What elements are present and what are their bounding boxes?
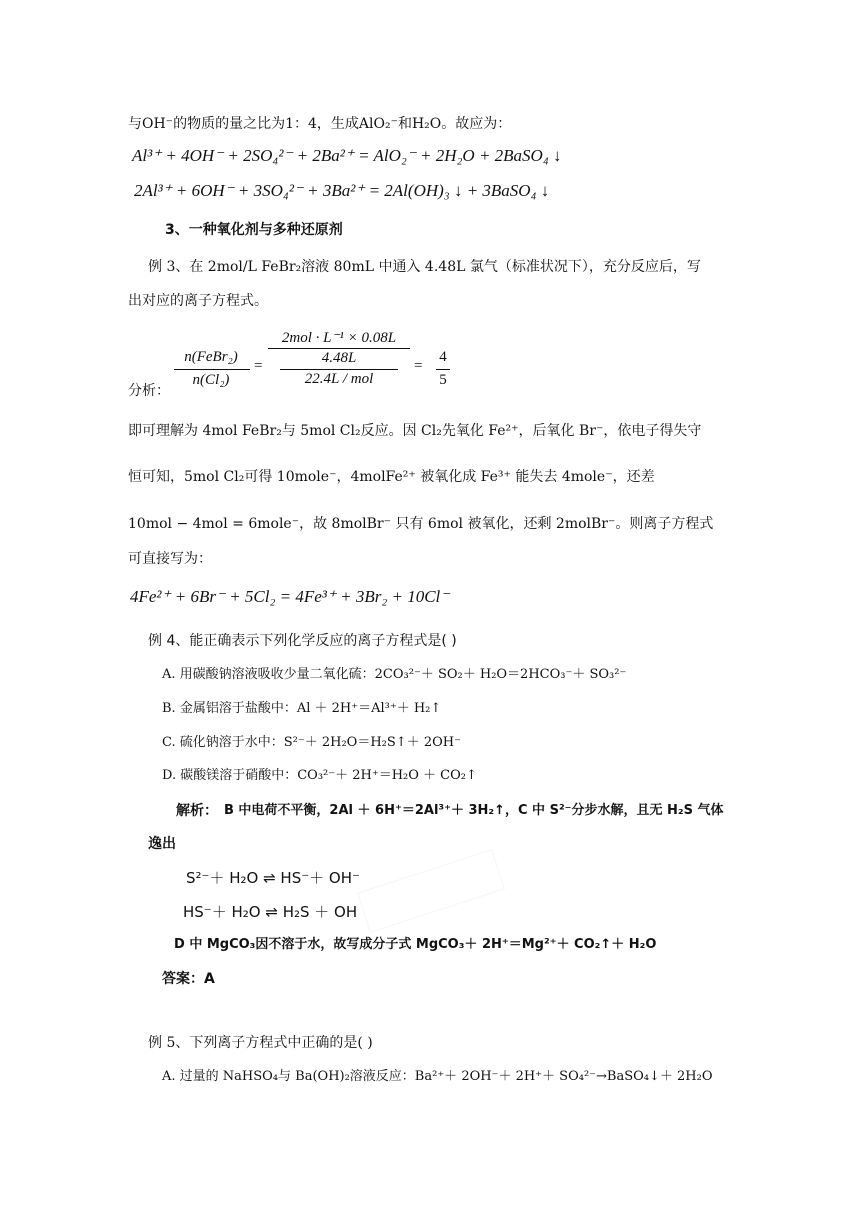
analysis-line-4: 可直接写为： bbox=[128, 551, 212, 567]
analysis-line-3: 10mol − 4mol = 6mole⁻，故 8molBr⁻ 只有 6mol 被氧化，还剩 2molBr⁻。则离子方程式 bbox=[128, 516, 714, 532]
equation-3: 4Fe²⁺ + 6Br⁻ + 5Cl₂ = 4Fe³⁺ + 3Br₂ + 10Cl⁻ bbox=[130, 587, 450, 606]
lhs-denominator: n(Cl₂) bbox=[192, 372, 230, 388]
example-3-line-1: 例 3、在 2mol/L FeBr₂溶液 80mL 中通入 4.48L 氯气（标准状况下），充分反应后，写 bbox=[148, 259, 701, 275]
rhs-fraction-bar bbox=[268, 348, 410, 349]
analysis-label: 分析： bbox=[128, 383, 170, 399]
result-fraction-bar bbox=[436, 369, 450, 370]
equals-sign-2: = bbox=[414, 358, 423, 374]
watermark bbox=[357, 849, 505, 933]
example-5-option-a: A. 过量的 NaHSO₄与 Ba(OH)₂溶液反应：Ba²⁺＋ 2OH⁻＋ 2H⁺＋ SO₄²⁻→BaSO₄↓＋ 2H₂O bbox=[162, 1069, 713, 1084]
rhs-inner-numerator: 4.48L bbox=[321, 350, 357, 366]
option-c: C. 硫化钠溶于水中：S²⁻＋ 2H₂O＝H₂S↑＋ 2OH⁻ bbox=[162, 735, 461, 750]
equals-sign-1: = bbox=[254, 358, 263, 374]
option-b: B. 金属铝溶于盐酸中：Al ＋ 2H⁺＝Al³⁺＋ H₂↑ bbox=[162, 701, 442, 716]
text-line-1: 与OH⁻的物质的量之比为1：4，生成AlO₂⁻和H₂O。故应为： bbox=[128, 116, 512, 132]
lhs-numerator: n(FeBr₂) bbox=[184, 349, 238, 365]
result-numerator: 4 bbox=[439, 349, 447, 365]
equation-2: 2Al³⁺ + 6OH⁻ + 3SO₄²⁻ + 3Ba²⁺ = 2Al(OH)₃ ↓ + 3BaSO₄ ↓ bbox=[134, 181, 550, 200]
example-3-line-2: 出对应的离子方程式。 bbox=[128, 293, 268, 309]
section-heading-3: 3、一种氧化剂与多种还原剂 bbox=[165, 222, 343, 238]
result-denominator: 5 bbox=[439, 372, 447, 388]
hydrolysis-equation-2: HS⁻＋ H₂O ⇌ H₂S ＋ OH bbox=[183, 903, 358, 921]
rhs-inner-bar bbox=[280, 369, 398, 370]
solution-label: 解析： bbox=[176, 803, 218, 819]
example-4-title: 例 4、能正确表示下列化学反应的离子方程式是( ) bbox=[148, 633, 457, 649]
analysis-line-1: 即可理解为 4mol FeBr₂与 5mol Cl₂反应。因 Cl₂先氧化 Fe²⁺，后氧化 Br⁻，依电子得失守 bbox=[128, 423, 702, 439]
rhs-denominator: 22.4L / mol bbox=[304, 371, 374, 387]
analysis-line-2: 恒可知，5mol Cl₂可得 10mole⁻，4molFe²⁺ 被氧化成 Fe³⁺ 能失去 4mole⁻，还差 bbox=[128, 469, 655, 485]
option-d: D. 碳酸镁溶于硝酸中：CO₃²⁻＋ 2H⁺＝H₂O ＋ CO₂↑ bbox=[162, 768, 477, 783]
solution-line-1: B 中电荷不平衡，2Al ＋ 6H⁺＝2Al³⁺＋ 3H₂↑，C 中 S²⁻分步水解，且无 H₂S 气体 bbox=[224, 803, 724, 818]
hydrolysis-equation-1: S²⁻＋ H₂O ⇌ HS⁻＋ OH⁻ bbox=[186, 869, 360, 887]
solution-line-2: 逸出 bbox=[148, 836, 176, 852]
solution-line-3: D 中 MgCO₃因不溶于水，故写成分子式 MgCO₃＋ 2H⁺＝Mg²⁺＋ CO₂↑＋ H₂O bbox=[174, 937, 657, 952]
example-5-title: 例 5、下列离子方程式中正确的是( ) bbox=[148, 1035, 373, 1051]
lhs-fraction-bar bbox=[174, 369, 250, 370]
option-a: A. 用碳酸钠溶液吸收少量二氧化硫：2CO₃²⁻＋ SO₂＋ H₂O＝2HCO₃⁻＋ SO₃²⁻ bbox=[162, 667, 627, 682]
answer: 答案：A bbox=[162, 971, 215, 987]
equation-1: Al³⁺ + 4OH⁻ + 2SO₄²⁻ + 2Ba²⁺ = AlO₂⁻ + 2H₂O + 2BaSO₄ ↓ bbox=[132, 146, 562, 165]
rhs-numerator: 2mol · L⁻¹ × 0.08L bbox=[281, 330, 397, 346]
